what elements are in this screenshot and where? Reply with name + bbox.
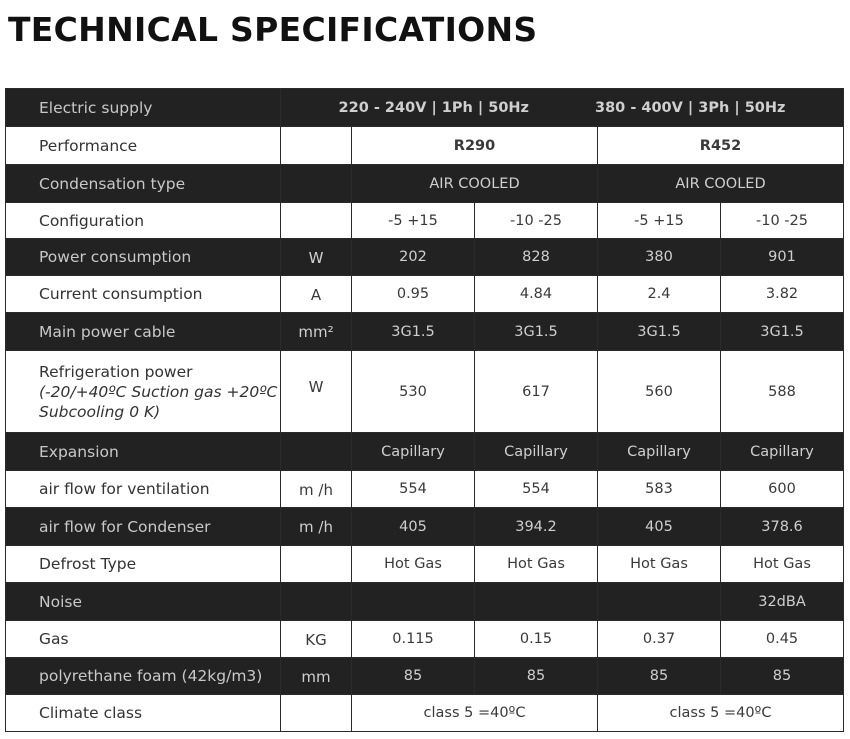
spec-value: 202 <box>352 239 475 276</box>
spec-value: 554 <box>475 471 598 508</box>
spec-value: Hot Gas <box>475 546 598 583</box>
spec-value: 85 <box>475 658 598 695</box>
spec-label: air flow for Condenser <box>6 508 281 546</box>
spec-label: Current consumption <box>6 276 281 313</box>
row-performance <box>6 127 844 165</box>
refrigeration-label-line1: Refrigeration power <box>39 362 193 381</box>
row-gas <box>6 621 844 658</box>
spec-value: 530 <box>352 351 475 433</box>
spec-value: 3G1.5 <box>352 313 475 351</box>
row-refrigeration-power <box>6 351 844 433</box>
performance-label: Performance <box>6 127 281 165</box>
spec-value: 828 <box>475 239 598 276</box>
spec-value: 0.15 <box>475 621 598 658</box>
refrigeration-label-line2: (-20/+40ºC Suction gas +20ºC <box>39 382 278 401</box>
row-airflow-condenser <box>6 508 844 546</box>
climate-unit <box>281 695 352 732</box>
spec-value: 85 <box>598 658 721 695</box>
spec-value: Capillary <box>598 433 721 471</box>
performance-unit <box>281 127 352 165</box>
spec-unit: mm² <box>281 313 352 351</box>
spec-value: 600 <box>721 471 844 508</box>
condensation-r290: AIR COOLED <box>352 165 598 203</box>
row-expansion <box>6 433 844 471</box>
spec-unit: W <box>281 239 352 276</box>
climate-r290: class 5 =40ºC <box>352 695 598 732</box>
spec-unit: m /h <box>281 508 352 546</box>
supply-3ph: 380 - 400V | 3Ph | 50Hz <box>595 99 786 116</box>
spec-value: 380 <box>598 239 721 276</box>
spec-value: 405 <box>352 508 475 546</box>
spec-label: air flow for ventilation <box>6 471 281 508</box>
spec-value <box>598 583 721 621</box>
condensation-unit <box>281 165 352 203</box>
row-power-consumption <box>6 239 844 276</box>
row-airflow-ventilation <box>6 471 844 508</box>
row-climate-class <box>6 695 844 732</box>
group-header-r290: R290 <box>352 127 598 165</box>
spec-value: 3G1.5 <box>475 313 598 351</box>
configuration-value: -10 -25 <box>721 203 844 239</box>
spec-value: 588 <box>721 351 844 433</box>
spec-unit <box>281 433 352 471</box>
spec-value: 4.84 <box>475 276 598 313</box>
spec-value: Hot Gas <box>352 546 475 583</box>
row-condensation <box>6 165 844 203</box>
spec-value: 2.4 <box>598 276 721 313</box>
spec-value: 3G1.5 <box>598 313 721 351</box>
spec-label: Main power cable <box>6 313 281 351</box>
spec-label: polyrethane foam (42kg/m3) <box>6 658 281 695</box>
configuration-unit <box>281 203 352 239</box>
spec-label: Gas <box>6 621 281 658</box>
row-defrost-type <box>6 546 844 583</box>
spec-value: 378.6 <box>721 508 844 546</box>
spec-value <box>475 583 598 621</box>
electric-supply-values <box>281 89 844 127</box>
row-noise <box>6 583 844 621</box>
spec-value: Capillary <box>475 433 598 471</box>
spec-value: 583 <box>598 471 721 508</box>
spec-unit <box>281 583 352 621</box>
spec-value: 0.37 <box>598 621 721 658</box>
row-polyurethane-foam <box>6 658 844 695</box>
spec-value: Hot Gas <box>721 546 844 583</box>
condensation-label: Condensation type <box>6 165 281 203</box>
spec-value: Capillary <box>352 433 475 471</box>
spec-label: Expansion <box>6 433 281 471</box>
spec-label: Defrost Type <box>6 546 281 583</box>
spec-value: 0.45 <box>721 621 844 658</box>
spec-value: 405 <box>598 508 721 546</box>
spec-table <box>5 88 844 732</box>
configuration-value: -5 +15 <box>352 203 475 239</box>
spec-value: 3G1.5 <box>721 313 844 351</box>
spec-value: 901 <box>721 239 844 276</box>
spec-value: 554 <box>352 471 475 508</box>
spec-value: 0.115 <box>352 621 475 658</box>
spec-value: 85 <box>721 658 844 695</box>
spec-label: Power consumption <box>6 239 281 276</box>
refrigeration-label-line3: Subcooling 0 K) <box>39 402 161 421</box>
row-current-consumption <box>6 276 844 313</box>
row-main-power-cable <box>6 313 844 351</box>
condensation-r452: AIR COOLED <box>598 165 844 203</box>
spec-unit: mm <box>281 658 352 695</box>
spec-value: 560 <box>598 351 721 433</box>
spec-unit <box>281 546 352 583</box>
spec-unit: KG <box>281 621 352 658</box>
configuration-label: Configuration <box>6 203 281 239</box>
spec-value <box>352 583 475 621</box>
group-header-r452: R452 <box>598 127 844 165</box>
spec-value: 32dBA <box>721 583 844 621</box>
spec-value: 3.82 <box>721 276 844 313</box>
row-configuration <box>6 203 844 239</box>
page-title: TECHNICAL SPECIFICATIONS <box>8 10 538 49</box>
configuration-value: -10 -25 <box>475 203 598 239</box>
spec-value: 85 <box>352 658 475 695</box>
spec-value: 394.2 <box>475 508 598 546</box>
climate-r452: class 5 =40ºC <box>598 695 844 732</box>
spec-value: 0.95 <box>352 276 475 313</box>
spec-unit: m /h <box>281 471 352 508</box>
climate-label: Climate class <box>6 695 281 732</box>
spec-value: 617 <box>475 351 598 433</box>
electric-supply-label: Electric supply <box>6 89 281 127</box>
spec-value: Capillary <box>721 433 844 471</box>
spec-label: Noise <box>6 583 281 621</box>
spec-unit: W <box>281 351 352 433</box>
row-electric-supply <box>6 89 844 127</box>
spec-unit: A <box>281 276 352 313</box>
spec-value: Hot Gas <box>598 546 721 583</box>
configuration-value: -5 +15 <box>598 203 721 239</box>
refrigeration-label <box>6 351 281 433</box>
supply-1ph: 220 - 240V | 1Ph | 50Hz <box>338 99 529 116</box>
